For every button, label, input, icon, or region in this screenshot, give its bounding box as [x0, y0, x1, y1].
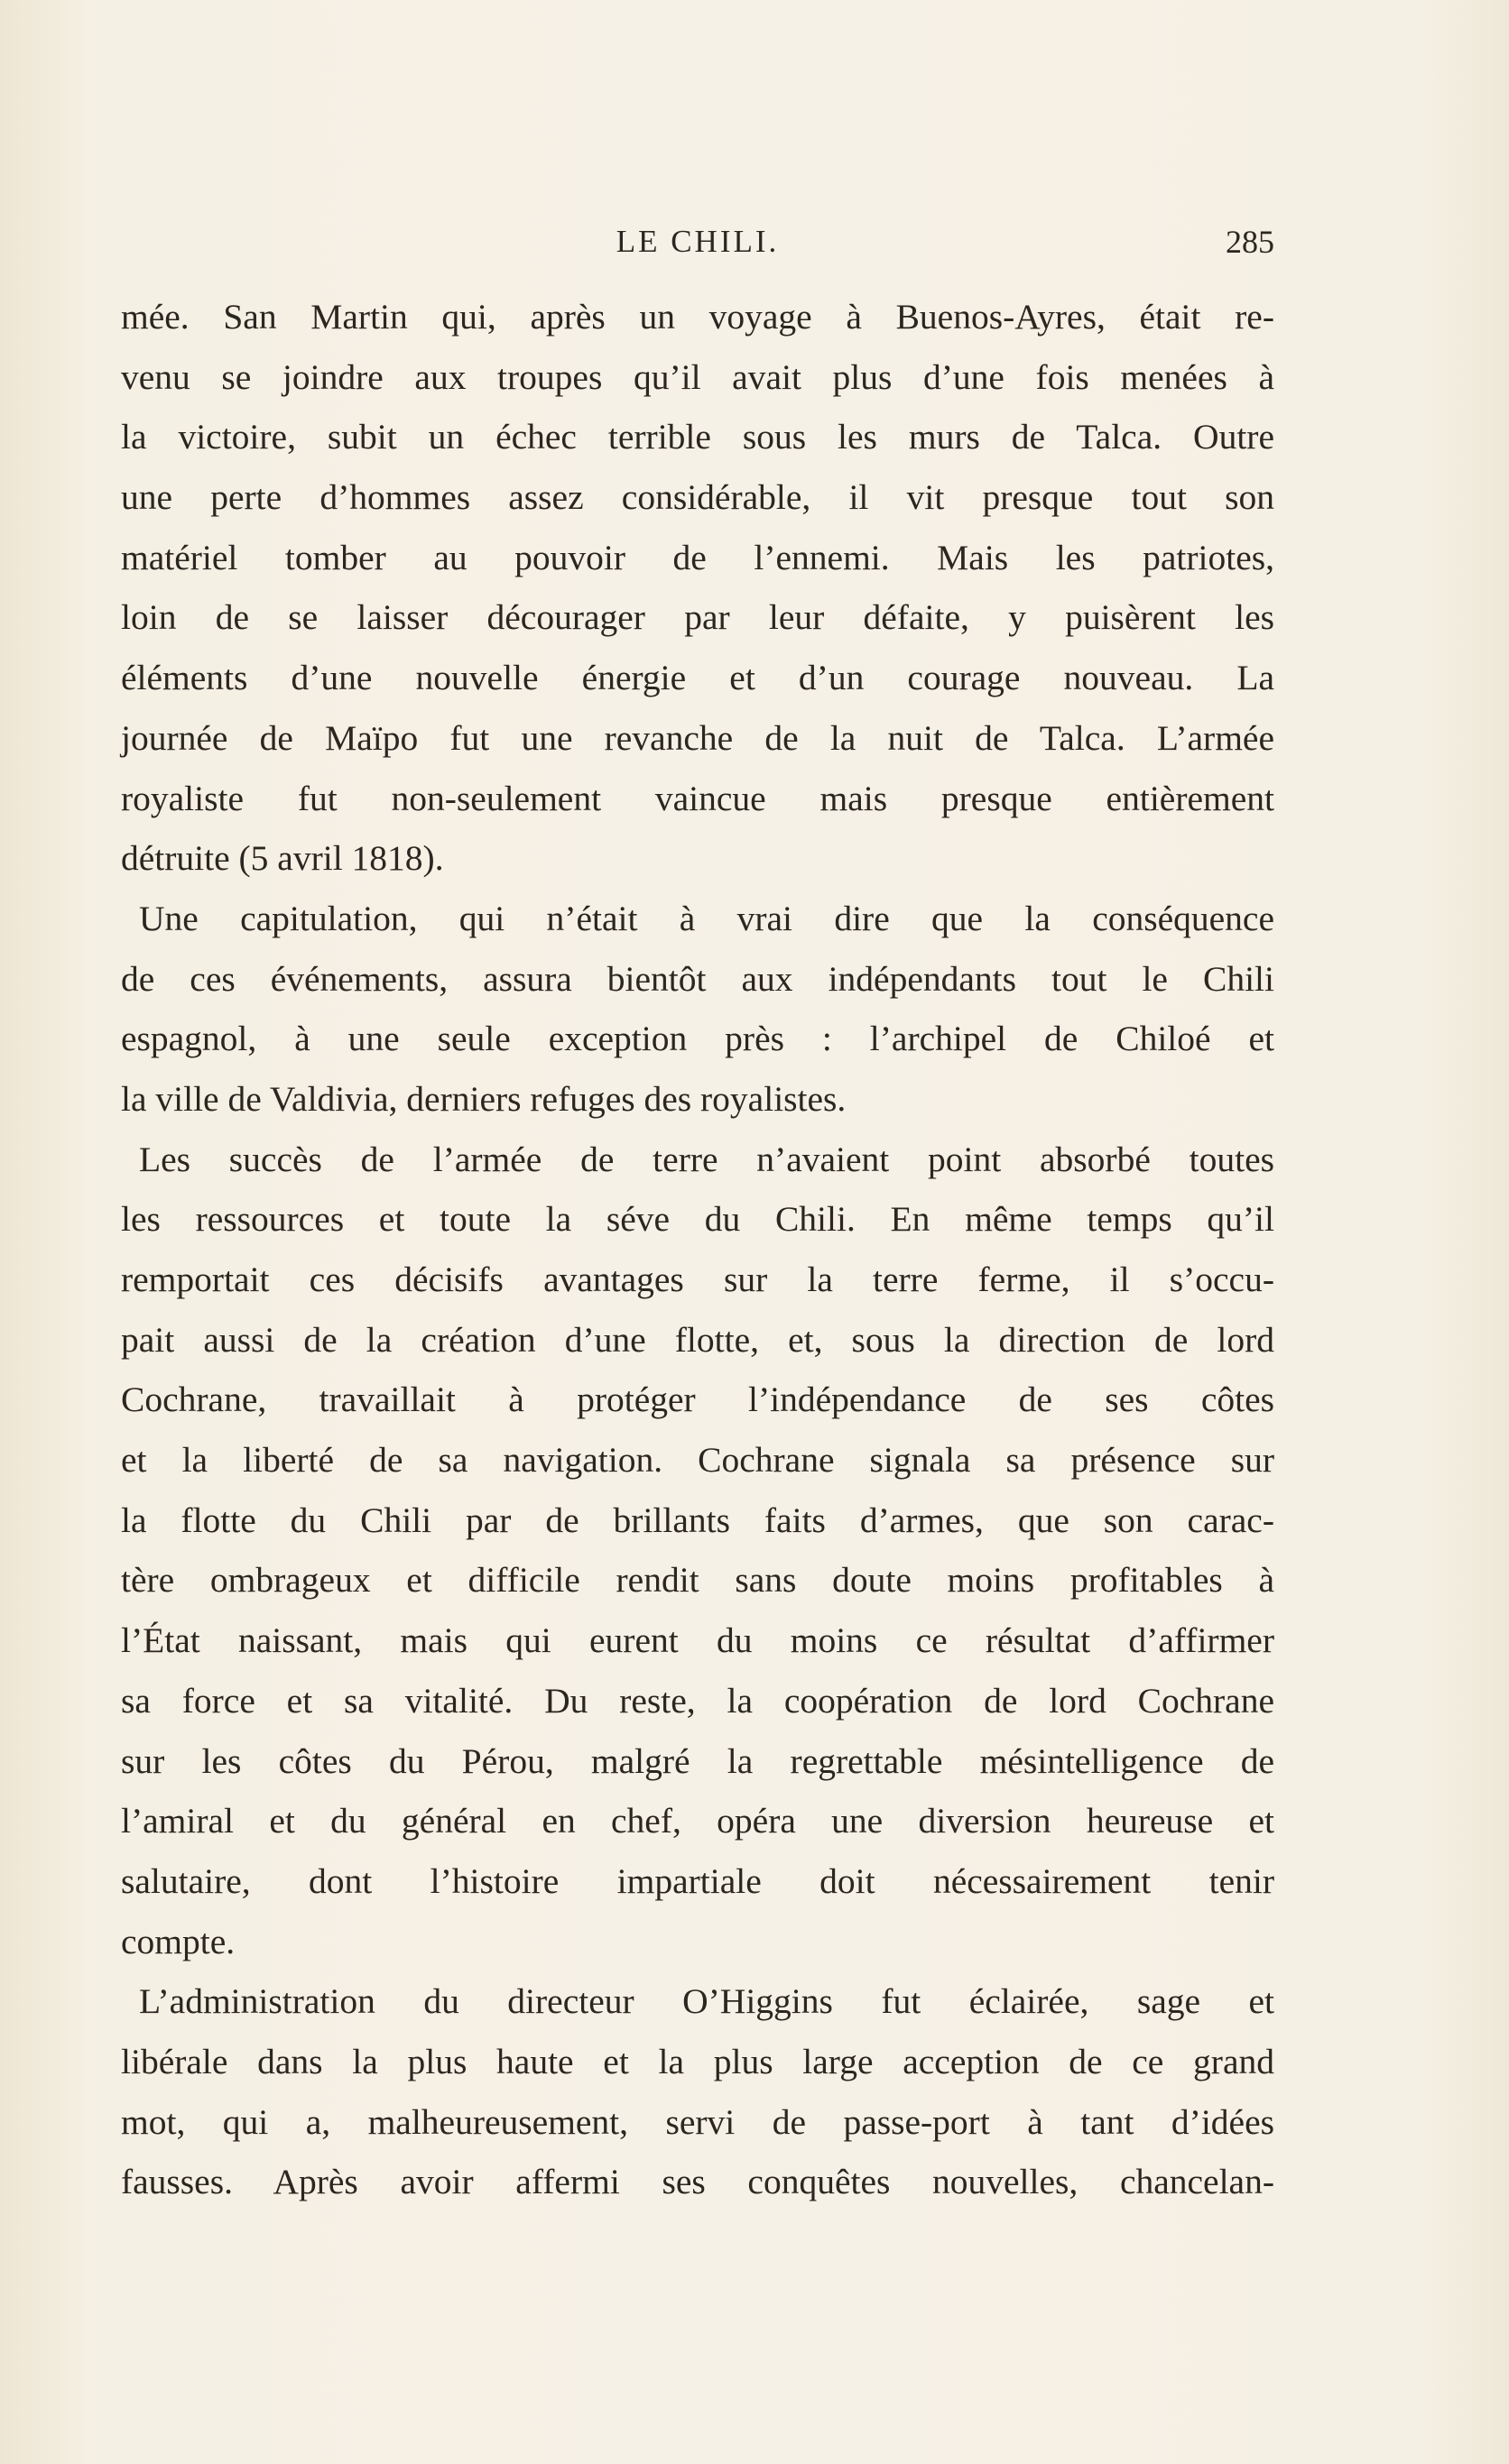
- text-line: pait aussi de la création d’une flotte, et, sous la direction de lord: [121, 1319, 1274, 1360]
- text-line: la victoire, subit un échec terrible sous les murs de Talca. Outre: [121, 417, 1274, 457]
- text-line: éléments d’une nouvelle énergie et d’un courage nouveau. La: [121, 658, 1274, 698]
- text-line: venu se joindre aux troupes qu’il avait plus d’une fois menées à: [121, 356, 1274, 397]
- text-line: la flotte du Chili par de brillants faits d’armes, que son carac-: [121, 1500, 1274, 1540]
- text-line: Cochrane, travaillait à protéger l’indépendance de ses côtes: [121, 1380, 1274, 1420]
- text-line: l’amiral et du général en chef, opéra une diversion heureuse et: [121, 1801, 1274, 1841]
- text-line: mot, qui a, malheureusement, servi de passe-port à tant d’idées: [121, 2101, 1274, 2142]
- paragraph-end-line: la ville de Valdivia, derniers refuges des royalistes.: [121, 1078, 847, 1119]
- text-line: l’État naissant, mais qui eurent du moins ce résultat d’affirmer: [121, 1620, 1274, 1661]
- paragraph-start-line: Les succès de l’armée de terre n’avaient point absorbé toutes: [139, 1139, 1274, 1179]
- text-line: espagnol, à une seule exception près : l’archipel de Chiloé et: [121, 1019, 1274, 1059]
- text-line: matériel tomber au pouvoir de l’ennemi. Mais les patriotes,: [121, 537, 1274, 577]
- paragraph-end-line: compte.: [121, 1921, 236, 1961]
- text-line: mée. San Martin qui, après un voyage à Buenos-Ayres, était re-: [121, 297, 1274, 337]
- body-text: [121, 287, 1274, 2212]
- text-line: une perte d’hommes assez considérable, il vit presque tout son: [121, 477, 1274, 518]
- text-line: libérale dans la plus haute et la plus large acception de ce grand: [121, 2041, 1274, 2081]
- running-title: LE CHILI.: [616, 224, 780, 259]
- text-line: de ces événements, assura bientôt aux indépendants tout le Chili: [121, 958, 1274, 999]
- text-line: royaliste fut non-seulement vaincue mais presque entièrement: [121, 778, 1274, 818]
- text-line: et la liberté de sa navigation. Cochrane signala sa présence sur: [121, 1440, 1274, 1481]
- paragraph-start-line: L’administration du directeur O’Higgins fut éclairée, sage et: [139, 1981, 1274, 2022]
- text-line: salutaire, dont l’histoire impartiale doit nécessairement tenir: [121, 1860, 1274, 1901]
- paragraph-start-line: Une capitulation, qui n’était à vrai dire que la conséquence: [139, 898, 1274, 938]
- text-line: sur les côtes du Pérou, malgré la regrettable mésintelligence de: [121, 1740, 1274, 1781]
- text-line: journée de Maïpo fut une revanche de la nuit de Talca. L’armée: [121, 717, 1274, 758]
- text-line: remportait ces décisifs avantages sur la terre ferme, il s’occu-: [121, 1260, 1274, 1299]
- paragraph-end-line: détruite (5 avril 1818).: [121, 838, 444, 879]
- page-header: [121, 222, 1274, 262]
- page-number: 285: [1226, 224, 1274, 260]
- text-line: fausses. Après avoir affermi ses conquêtes nouvelles, chancelan-: [121, 2162, 1274, 2202]
- text-line: sa force et sa vitalité. Du reste, la coopération de lord Cochrane: [121, 1680, 1274, 1721]
- text-line: tère ombrageux et difficile rendit sans doute moins profitables à: [121, 1560, 1274, 1601]
- text-line: les ressources et toute la séve du Chili. En même temps qu’il: [121, 1199, 1274, 1240]
- text-line: loin de se laisser décourager par leur défaite, y puisèrent les: [121, 597, 1274, 638]
